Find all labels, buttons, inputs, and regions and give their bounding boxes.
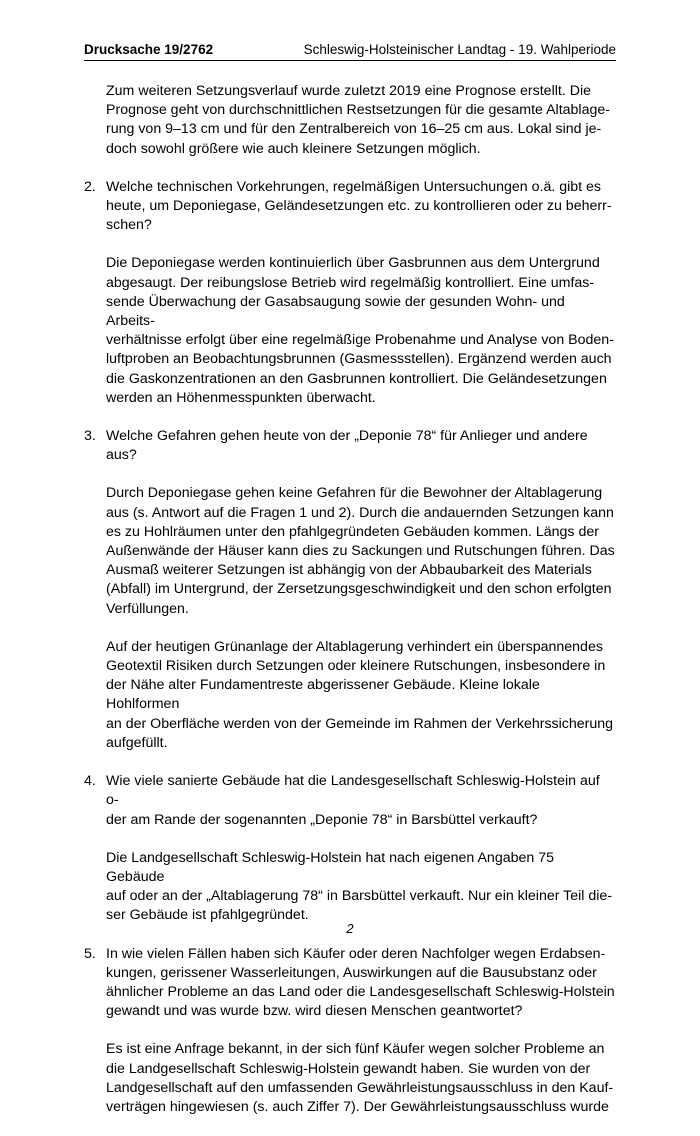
answer-3-part-1: Durch Deponiegase gehen keine Gefahren für die Bewohner der Altablagerung aus (s. Antwort auf die Fragen 1 und 2). Durch die andauernden Setzungen kann es zu Hohlräumen unter den pfahlgegründeten Gebäuden kommen. Längs der Außenwände der Häuser kann dies zu Sackungen und Rutschungen führen. Das Ausmaß weiterer Setzungen ist abhängig von der Abbaubarkeit des Materials (Abfall) im Untergrund, der Zersetzungsgeschwindigkeit und den schon erfolgten Verfüllungen. [106, 485, 615, 617]
question-number: 4. [84, 773, 96, 790]
question-5 [84, 945, 616, 1022]
question-text: Welche Gefahren gehen heute von der „Deponie 78“ für Anlieger und andere aus? [106, 428, 588, 464]
document-number: Drucksache 19/2762 [84, 42, 214, 57]
page-number: 2 [346, 921, 354, 936]
question-3 [84, 427, 616, 465]
page-header [84, 42, 616, 61]
question-number: 2. [84, 178, 96, 195]
intro-paragraph: Zum weiteren Setzungsverlauf wurde zuletzt 2019 eine Prognose erstellt. Die Prognose geht von durchschnittlichen Restsetzungen für die gesamte Altablage- rung von 9–13 cm und für den Zentralbereich von 16–25 cm aus. Lokal sind je- doch sowohl größere wie auch kleinere Setzungen möglich. [106, 83, 610, 157]
parliament-title: Schleswig-Holsteinischer Landtag - 19. Wahlperiode [303, 42, 616, 57]
question-number: 5. [84, 945, 96, 962]
question-text: In wie vielen Fällen haben sich Käufer oder deren Nachfolger wegen Erdabsen- kungen, gerissener Wasserleitungen, Auswirkungen auf die Bausubstanz oder ähnlicher Probleme an das Land oder die Landesgesellschaft Schleswig-Holstein gewandt und was wurde bzw. wird diesen Menschen geantwortet? [106, 945, 615, 1020]
question-text: Welche technischen Vorkehrungen, regelmäßigen Untersuchungen o.ä. gibt es heute, um Deponiegase, Geländesetzungen etc. zu kontrollieren oder zu beherr- schen? [106, 178, 612, 234]
answer-3-part-2: Auf der heutigen Grünanlage der Altablagerung verhindert ein überspannendes Geotextil Risiken durch Setzungen oder kleinere Rutschungen, insbesondere in der Nähe alter Fundamentreste abgerissener Gebäude. Kleine lokale Hohlformen an der Oberfläche werden von der Gemeinde im Rahmen der Verkehrssicherung aufgefüllt. [106, 638, 614, 751]
answer-4: Die Landgesellschaft Schleswig-Holstein hat nach eigenen Angaben 75 Gebäude auf oder an der „Altablagerung 78“ in Barsbüttel verkauft. Nur ein kleiner Teil die- ser Gebäude ist pfahlgegründet. [106, 849, 613, 924]
question-2 [84, 178, 616, 236]
document-body [84, 82, 616, 1136]
answer-5: Es ist eine Anfrage bekannt, in der sich fünf Käufer wegen solcher Probleme an die Landgesellschaft Schleswig-Holstein gewandt haben. Sie wurden von der Landgesellschaft auf den umfassenden Gewährleistungsausschluss in den Kauf- verträgen hingewiesen (s. auch Ziffer 7). Der Gewährleistungsausschluss wurde [106, 1041, 614, 1115]
question-text: Wie viele sanierte Gebäude hat die Landesgesellschaft Schleswig-Holstein auf o- der am Rande der sogenannten „Deponie 78“ in Barsbüttel verkauft? [106, 773, 600, 828]
question-number: 3. [84, 428, 96, 445]
answer-2: Die Deponiegase werden kontinuierlich über Gasbrunnen aus dem Untergrund abgesaugt. Der reibungslose Betrieb wird regelmäßig kontrolliert. Eine umfas- sende Überwachung der Gasabsaugung sowie der gesunden Wohn- und Arbeits- verhältnisse erfolgt über eine regelmäßige Probenahme und Analyse von Boden- luftproben an Beobachtungsbrunnen (Gasmessstellen). Ergänzend werden auch die Gaskonzentrationen an den Gasbrunnen kontrolliert. Die Geländesetzungen werden an Höhenmesspunkten überwacht. [106, 255, 614, 406]
question-4 [84, 772, 616, 830]
